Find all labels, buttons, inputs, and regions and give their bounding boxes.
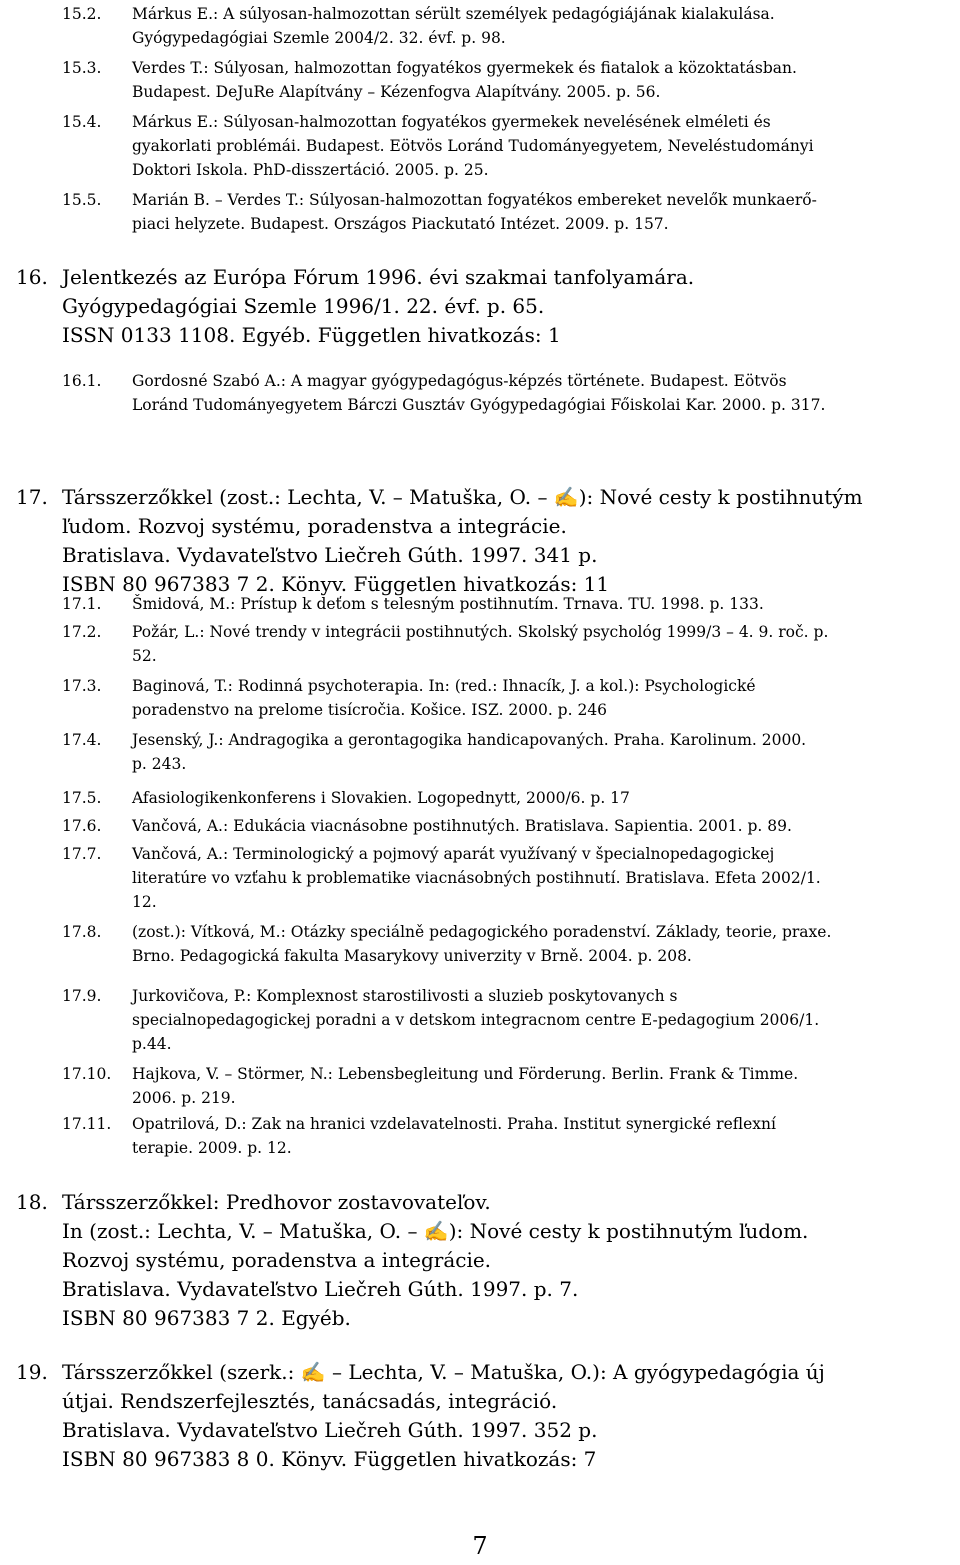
entry-text <box>132 56 958 104</box>
entry-line: p.44. <box>132 1035 172 1053</box>
entry-line: Loránd Tudományegyetem Bárczi Gusztáv Gyógypedagógiai Főiskolai Kar. 2000. p. 317. <box>132 396 826 414</box>
entry-line: piaci helyzete. Budapest. Országos Piackutató Intézet. 2009. p. 157. <box>132 215 669 233</box>
entry-text <box>132 110 958 182</box>
entry-line: Vančová, A.: Edukácia viacnásobne postihnutých. Bratislava. Sapientia. 2001. p. 89. <box>132 817 792 835</box>
entry-text <box>62 483 958 599</box>
entry-line: ľudom. Rozvoj systému, poradenstva a integrácie. <box>62 514 567 538</box>
entry-number: 15.4. <box>62 113 102 131</box>
entry-line: Gyógypedagógiai Szemle 1996/1. 22. évf. p. 65. <box>62 294 545 318</box>
entry-line: Márkus E.: A súlyosan-halmozottan sérült személyek pedagógiájának kialakulása. <box>132 5 775 23</box>
entry-line: Verdes T.: Súlyosan, halmozottan fogyatékos gyermekek és fiatalok a közoktatásban. <box>132 59 797 77</box>
entry-line: ISBN 80 967383 7 2. Egyéb. <box>62 1306 351 1330</box>
entry-line: ISBN 80 967383 7 2. Könyv. Független hivatkozás: 11 <box>62 572 610 596</box>
entry-number: 15.2. <box>62 5 102 23</box>
entry-line: Gordosné Szabó A.: A magyar gyógypedagógus-képzés története. Budapest. Eötvös <box>132 372 787 390</box>
entry-number: 18. <box>16 1190 48 1214</box>
entry-number: 19. <box>16 1360 48 1384</box>
entry-line: literatúre vo vzťahu k problematike viacnásobných postihnutí. Bratislava. Efeta 2002/1. <box>132 869 821 887</box>
entry-text <box>132 842 958 914</box>
entry-line: Társszerzőkkel: Predhovor zostavovateľov. <box>62 1190 491 1214</box>
entry-line: Jurkovičova, P.: Komplexnost starostilivosti a sluzieb poskytovanych s <box>132 987 678 1005</box>
entry-line: Jesenský, J.: Andragogika a gerontagogika handicapovaných. Praha. Karolinum. 2000. <box>132 731 807 749</box>
entry-number: 17.11. <box>62 1115 112 1133</box>
entry-line: ISSN 0133 1108. Egyéb. Független hivatkozás: 1 <box>62 323 561 347</box>
entry-line: poradenstvo na prelome tisícročia. Košice. ISZ. 2000. p. 246 <box>132 701 608 719</box>
entry-text <box>132 2 958 50</box>
entry-number: 17.4. <box>62 731 102 749</box>
entry-number: 17.3. <box>62 677 102 695</box>
entry-number: 16.1. <box>62 372 102 390</box>
entry-text <box>132 674 958 722</box>
entry-line: ISBN 80 967383 8 0. Könyv. Független hivatkozás: 7 <box>62 1447 597 1471</box>
entry-line: 2006. p. 219. <box>132 1089 236 1107</box>
entry-text <box>62 1188 958 1333</box>
entry-line: In (zost.: Lechta, V. – Matuška, O. – ✍): Nové cesty k postihnutým ľudom. <box>62 1219 809 1243</box>
entry-line: Társszerzőkkel (zost.: Lechta, V. – Matuška, O. – ✍): Nové cesty k postihnutým <box>62 485 863 509</box>
entry-text <box>132 592 958 616</box>
entry-number: 17.6. <box>62 817 102 835</box>
entry-text <box>132 786 958 810</box>
entry-text <box>132 1062 958 1110</box>
entry-line: Opatrilová, D.: Zak na hranici vzdelavatelnosti. Praha. Institut synergické reflexní <box>132 1115 776 1133</box>
entry-number: 15.5. <box>62 191 102 209</box>
entry-line: gyakorlati problémái. Budapest. Eötvös Loránd Tudományegyetem, Neveléstudományi <box>132 137 814 155</box>
entry-line: útjai. Rendszerfejlesztés, tanácsadás, integráció. <box>62 1389 558 1413</box>
entry-line: Hajkova, V. – Störmer, N.: Lebensbegleitung und Förderung. Berlin. Frank & Timme. <box>132 1065 799 1083</box>
entry-line: p. 243. <box>132 755 187 773</box>
entry-line: Brno. Pedagogická fakulta Masarykovy univerzity v Brně. 2004. p. 208. <box>132 947 692 965</box>
entry-text <box>62 1358 958 1474</box>
entry-line: Rozvoj systému, poradenstva a integrácie. <box>62 1248 492 1272</box>
entry-line: Baginová, T.: Rodinná psychoterapia. In: (red.: Ihnacík, J. a kol.): Psychologické <box>132 677 756 695</box>
entry-number: 17.10. <box>62 1065 112 1083</box>
entry-number: 17.5. <box>62 789 102 807</box>
entry-line: (zost.): Vítková, M.: Otázky speciálně pedagogického poradenství. Základy, teorie, praxe. <box>132 923 832 941</box>
entry-line: Bratislava. Vydavateľstvo Liečreh Gúth. 1997. p. 7. <box>62 1277 579 1301</box>
entry-line: 12. <box>132 893 157 911</box>
entry-line: Požár, L.: Nové trendy v integrácii postihnutých. Skolský psychológ 1999/3 – 4. 9. roč. p. <box>132 623 829 641</box>
entry-text <box>132 814 958 838</box>
entry-number: 17. <box>16 485 48 509</box>
entry-line: Vančová, A.: Terminologický a pojmový aparát využívaný v špecialnopedagogickej <box>132 845 775 863</box>
entry-line: Bratislava. Vydavateľstvo Liečreh Gúth. 1997. 352 p. <box>62 1418 598 1442</box>
entry-number: 17.2. <box>62 623 102 641</box>
entry-text <box>132 369 958 417</box>
entry-line: Doktori Iskola. PhD-disszertáció. 2005. p. 25. <box>132 161 489 179</box>
entry-text <box>132 728 958 776</box>
entry-line: Márkus E.: Súlyosan-halmozottan fogyatékos gyermekek nevelésének elméleti és <box>132 113 771 131</box>
entry-text <box>62 263 958 350</box>
entry-number: 15.3. <box>62 59 102 77</box>
page-number: 7 <box>472 1532 488 1560</box>
entry-line: Budapest. DeJuRe Alapítvány – Kézenfogva Alapítvány. 2005. p. 56. <box>132 83 661 101</box>
entry-line: Gyógypedagógiai Szemle 2004/2. 32. évf. p. 98. <box>132 29 506 47</box>
entry-text <box>132 188 958 236</box>
entry-number: 17.1. <box>62 595 102 613</box>
entry-line: Afasiologikenkonferens i Slovakien. Logopednytt, 2000/6. p. 17 <box>132 789 630 807</box>
entry-text <box>132 920 958 968</box>
entry-number: 17.8. <box>62 923 102 941</box>
entry-line: Bratislava. Vydavateľstvo Liečreh Gúth. 1997. 341 p. <box>62 543 598 567</box>
entry-line: Társszerzőkkel (szerk.: ✍ – Lechta, V. – Matuška, O.): A gyógypedagógia új <box>62 1360 825 1384</box>
entry-number: 16. <box>16 265 48 289</box>
entry-line: specialnopedagogickej poradni a v detskom integracnom centre E-pedagogium 2006/1. <box>132 1011 820 1029</box>
entry-number: 17.9. <box>62 987 102 1005</box>
entry-line: 52. <box>132 647 157 665</box>
entry-text <box>132 984 958 1056</box>
entry-line: Marián B. – Verdes T.: Súlyosan-halmozottan fogyatékos embereket nevelők munkaerő- <box>132 191 817 209</box>
entry-text <box>132 620 958 668</box>
entry-number: 17.7. <box>62 845 102 863</box>
entry-line: terapie. 2009. p. 12. <box>132 1139 292 1157</box>
entry-text <box>132 1112 958 1160</box>
entry-line: Šmidová, M.: Prístup k deťom s telesným postihnutím. Trnava. TU. 1998. p. 133. <box>132 595 764 613</box>
entry-line: Jelentkezés az Európa Fórum 1996. évi szakmai tanfolyamára. <box>62 265 695 289</box>
